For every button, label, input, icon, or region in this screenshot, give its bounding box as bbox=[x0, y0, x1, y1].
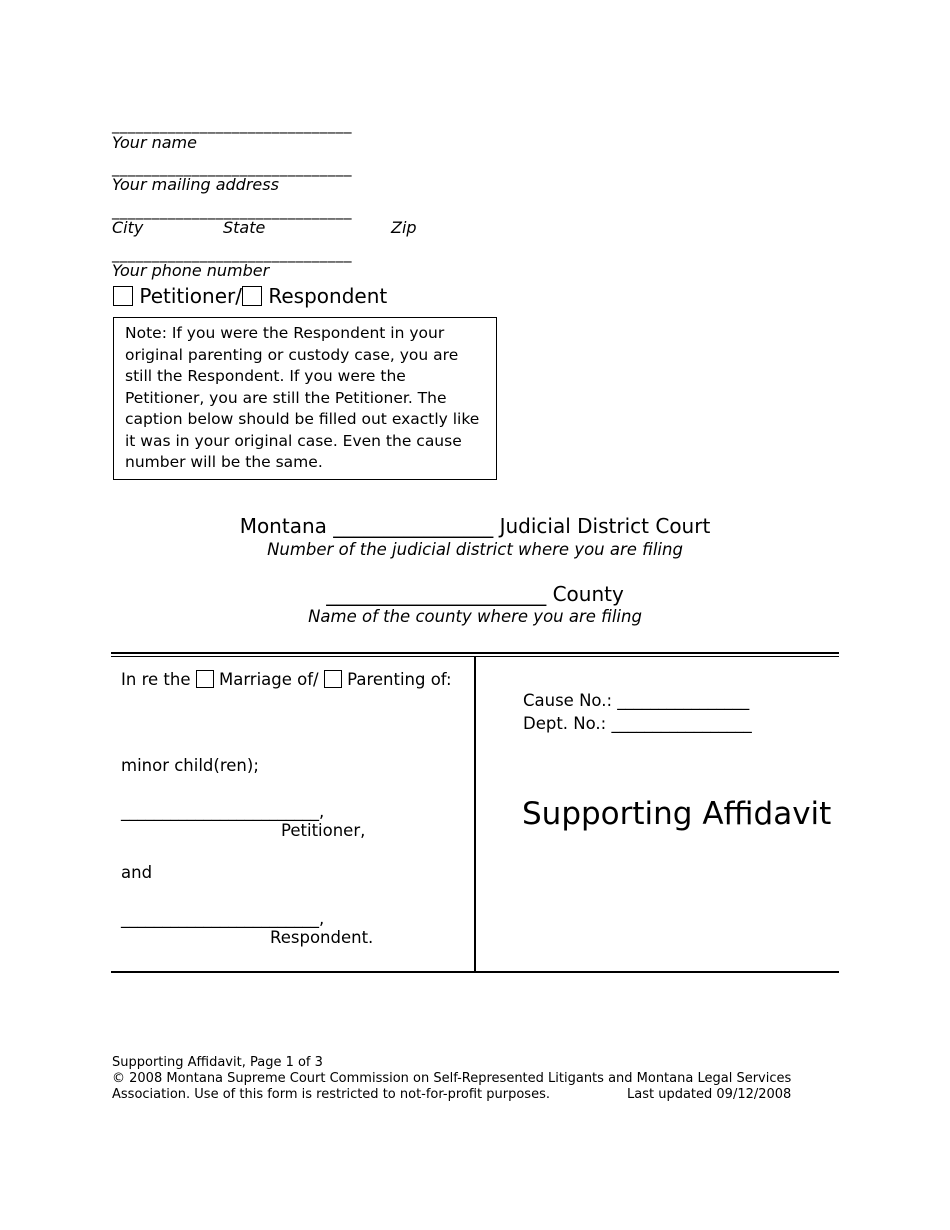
in-re-label: In re the bbox=[121, 670, 191, 689]
district-blank[interactable]: ________________ bbox=[333, 514, 494, 538]
name-label: Your name bbox=[112, 133, 197, 152]
petitioner-role: Petitioner, bbox=[281, 821, 366, 840]
minor-children-label: minor child(ren); bbox=[121, 756, 259, 775]
county-blank[interactable]: ______________________ bbox=[326, 582, 547, 606]
footer-usage: Association. Use of this form is restricted to not-for-profit purposes. bbox=[112, 1087, 550, 1102]
marriage-label: Marriage of/ bbox=[218, 670, 319, 689]
note-box bbox=[113, 317, 497, 480]
cause-number-field[interactable]: Cause No.: ________________ bbox=[523, 691, 750, 710]
petitioner-label: Petitioner/ bbox=[139, 284, 242, 308]
respondent-role: Respondent. bbox=[270, 928, 374, 947]
case-type-row bbox=[121, 670, 452, 689]
state-label: State bbox=[223, 218, 266, 237]
court-heading bbox=[0, 514, 950, 538]
and-label: and bbox=[121, 863, 153, 882]
court-prefix: Montana bbox=[239, 514, 327, 538]
caption-top-rule bbox=[111, 652, 839, 654]
court-suffix: Judicial District Court bbox=[499, 514, 711, 538]
address-label: Your mailing address bbox=[112, 175, 279, 194]
petitioner-name-blank[interactable]: ________________________, bbox=[121, 802, 325, 821]
address-blank[interactable]: ______________________________ bbox=[112, 159, 352, 177]
petitioner-checkbox[interactable] bbox=[113, 286, 133, 306]
name-blank[interactable]: ______________________________ bbox=[112, 116, 352, 134]
city-state-zip-blank[interactable]: ______________________________ bbox=[112, 202, 352, 220]
parenting-checkbox[interactable] bbox=[324, 670, 342, 688]
caption-bottom-rule bbox=[111, 971, 839, 973]
zip-label: Zip bbox=[391, 218, 417, 237]
phone-label: Your phone number bbox=[112, 261, 270, 280]
county-label: County bbox=[552, 582, 624, 606]
party-role-selector bbox=[113, 284, 387, 308]
footer-copyright: © 2008 Montana Supreme Court Commission on Self-Represented Litigants and Montana Legal Services bbox=[112, 1071, 792, 1086]
marriage-checkbox[interactable] bbox=[196, 670, 214, 688]
county-heading bbox=[0, 582, 950, 606]
city-label: City bbox=[112, 218, 144, 237]
document-title: Supporting Affidavit bbox=[522, 796, 832, 832]
county-hint: Name of the county where you are filing bbox=[308, 607, 642, 626]
parenting-label: Parenting of: bbox=[347, 670, 452, 689]
footer-page-label: Supporting Affidavit, Page 1 of 3 bbox=[112, 1055, 323, 1070]
respondent-checkbox[interactable] bbox=[242, 286, 262, 306]
caption-divider bbox=[474, 656, 476, 973]
footer-updated: Last updated 09/12/2008 bbox=[627, 1087, 792, 1102]
respondent-name-blank[interactable]: ________________________, bbox=[121, 909, 325, 928]
dept-number-field[interactable]: Dept. No.: _________________ bbox=[523, 714, 752, 733]
phone-blank[interactable]: ______________________________ bbox=[112, 245, 352, 263]
district-hint: Number of the judicial district where you are filing bbox=[267, 540, 683, 559]
note-text: Note: If you were the Respondent in your original parenting or custody case, you are still the Respondent. If you were the Petitioner, you are still the Petitioner. The caption below should be filled out exactly like it was in your original case. Even the cause number will be the same. bbox=[125, 324, 480, 471]
respondent-label: Respondent bbox=[268, 284, 388, 308]
